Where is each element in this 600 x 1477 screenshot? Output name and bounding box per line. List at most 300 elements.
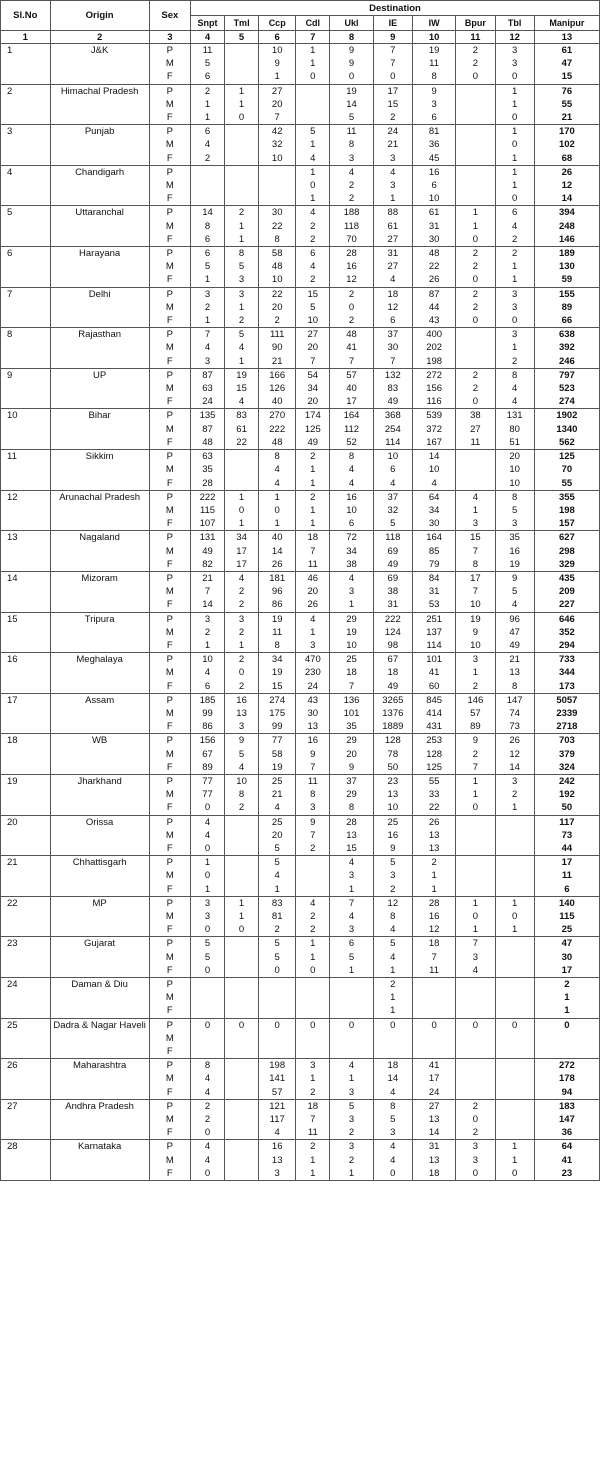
destination-value: 48 <box>412 247 455 261</box>
destination-value: 1 <box>259 517 296 531</box>
destination-value: 8 <box>225 247 259 261</box>
destination-value <box>456 98 495 111</box>
destination-value: 9 <box>495 571 534 585</box>
destination-value: 2 <box>456 287 495 301</box>
destination-value: 43 <box>412 314 455 328</box>
destination-value <box>225 57 259 70</box>
destination-value <box>225 1113 259 1126</box>
destination-value <box>296 98 330 111</box>
serial-number: 24 <box>1 978 51 1019</box>
destination-value: 77 <box>190 774 224 788</box>
destination-value: 121 <box>259 1099 296 1113</box>
sex-code: P <box>149 653 190 667</box>
manipur-total: 246 <box>534 355 599 369</box>
destination-value: 6 <box>412 111 455 125</box>
sex-code: M <box>149 98 190 111</box>
destination-value: 31 <box>412 1140 455 1154</box>
destination-value: 21 <box>259 788 296 801</box>
sex-code: M <box>149 991 190 1004</box>
manipur-total: 66 <box>534 314 599 328</box>
destination-value: 1 <box>296 1167 330 1181</box>
destination-value: 2 <box>330 1126 373 1140</box>
destination-value: 5 <box>225 748 259 761</box>
destination-value: 4 <box>373 1140 412 1154</box>
destination-value: 0 <box>495 70 534 84</box>
header-col-number: 6 <box>259 31 296 44</box>
destination-value: 1 <box>495 1140 534 1154</box>
destination-value: 28 <box>190 477 224 491</box>
destination-value: 175 <box>259 707 296 720</box>
destination-value: 372 <box>412 423 455 436</box>
table-row <box>1 856 600 870</box>
sex-code: M <box>149 57 190 70</box>
destination-value: 1 <box>495 923 534 937</box>
manipur-total: 15 <box>534 70 599 84</box>
manipur-total: 140 <box>534 896 599 910</box>
destination-value: 2 <box>296 490 330 504</box>
destination-value: 118 <box>330 220 373 233</box>
destination-value: 8 <box>330 801 373 815</box>
destination-value: 69 <box>373 545 412 558</box>
sex-code: M <box>149 951 190 964</box>
destination-value: 29 <box>330 788 373 801</box>
destination-value: 25 <box>259 774 296 788</box>
manipur-total: 41 <box>534 1154 599 1167</box>
destination-value: 10 <box>456 598 495 612</box>
destination-value <box>373 1045 412 1059</box>
destination-value: 2 <box>373 978 412 992</box>
sex-code: P <box>149 328 190 342</box>
manipur-total: 23 <box>534 1167 599 1181</box>
destination-value <box>456 111 495 125</box>
destination-value <box>412 978 455 992</box>
destination-value: 1 <box>495 896 534 910</box>
destination-value <box>456 1059 495 1073</box>
sex-code: F <box>149 1045 190 1059</box>
destination-value: 1 <box>456 206 495 220</box>
destination-value: 2 <box>456 247 495 261</box>
destination-value: 3 <box>456 517 495 531</box>
manipur-total: 146 <box>534 233 599 247</box>
destination-value: 4 <box>190 341 224 354</box>
destination-value <box>296 869 330 882</box>
destination-value: 51 <box>495 436 534 450</box>
destination-value: 1 <box>495 84 534 98</box>
destination-value: 1 <box>225 910 259 923</box>
destination-value: 1 <box>296 1154 330 1167</box>
origin-state: Delhi <box>50 287 149 328</box>
destination-value <box>330 1004 373 1018</box>
header-dest-ukl: Ukl <box>330 16 373 31</box>
serial-number: 26 <box>1 1059 51 1100</box>
destination-value: 164 <box>412 531 455 545</box>
manipur-total: 12 <box>534 179 599 192</box>
table-row <box>1 1099 600 1113</box>
destination-value: 1 <box>296 57 330 70</box>
destination-value: 4 <box>330 856 373 870</box>
destination-value: 4 <box>296 152 330 166</box>
destination-value: 11 <box>190 44 224 58</box>
sex-code: P <box>149 815 190 829</box>
destination-value: 37 <box>373 490 412 504</box>
destination-value: 18 <box>296 1099 330 1113</box>
destination-value: 4 <box>259 801 296 815</box>
destination-value: 7 <box>330 680 373 694</box>
sex-code: F <box>149 233 190 247</box>
destination-value: 3 <box>495 44 534 58</box>
header-col-number: 12 <box>495 31 534 44</box>
serial-number: 15 <box>1 612 51 653</box>
destination-value: 136 <box>330 693 373 707</box>
destination-value: 13 <box>412 1154 455 1167</box>
destination-value: 18 <box>412 937 455 951</box>
destination-value: 13 <box>225 707 259 720</box>
destination-value: 4 <box>373 273 412 287</box>
destination-value: 32 <box>373 504 412 517</box>
serial-number: 16 <box>1 653 51 694</box>
sex-code: F <box>149 720 190 734</box>
destination-value: 4 <box>259 869 296 882</box>
origin-state: Arunachal Pradesh <box>50 490 149 531</box>
destination-value: 3 <box>330 1113 373 1126</box>
destination-value: 2 <box>456 301 495 314</box>
destination-value: 67 <box>373 653 412 667</box>
destination-value: 26 <box>296 598 330 612</box>
table-row <box>1 165 600 179</box>
destination-value: 3 <box>330 152 373 166</box>
destination-value: 3 <box>330 585 373 598</box>
destination-value: 89 <box>190 761 224 775</box>
destination-value <box>495 1126 534 1140</box>
destination-value: 11 <box>412 57 455 70</box>
destination-value: 7 <box>296 761 330 775</box>
header-col-number: 10 <box>412 31 455 44</box>
destination-value: 21 <box>259 355 296 369</box>
destination-value: 2 <box>225 801 259 815</box>
destination-value: 81 <box>412 125 455 139</box>
destination-value <box>456 179 495 192</box>
destination-value <box>456 815 495 829</box>
destination-value: 83 <box>373 382 412 395</box>
destination-value: 4 <box>373 477 412 491</box>
destination-value: 31 <box>412 220 455 233</box>
destination-value: 13 <box>412 1113 455 1126</box>
manipur-total: 64 <box>534 1140 599 1154</box>
destination-value: 61 <box>373 220 412 233</box>
destination-value: 16 <box>412 910 455 923</box>
manipur-total: 68 <box>534 152 599 166</box>
destination-value: 9 <box>225 734 259 748</box>
destination-value: 9 <box>296 748 330 761</box>
sex-code: P <box>149 287 190 301</box>
destination-value: 8 <box>259 450 296 464</box>
destination-value: 6 <box>495 206 534 220</box>
destination-value <box>225 1004 259 1018</box>
destination-value: 89 <box>456 720 495 734</box>
destination-value: 48 <box>330 328 373 342</box>
destination-value: 4 <box>373 1154 412 1167</box>
destination-value <box>225 179 259 192</box>
destination-value: 4 <box>190 1140 224 1154</box>
destination-value: 5 <box>330 111 373 125</box>
destination-value: 8 <box>296 788 330 801</box>
destination-value: 12 <box>373 301 412 314</box>
destination-value: 72 <box>330 531 373 545</box>
table-row <box>1 531 600 545</box>
destination-value <box>456 1045 495 1059</box>
destination-value: 1 <box>373 991 412 1004</box>
destination-value: 85 <box>412 545 455 558</box>
manipur-total: 324 <box>534 761 599 775</box>
header-dest-ccp: Ccp <box>259 16 296 31</box>
destination-value: 1 <box>296 626 330 639</box>
header-col-number: 8 <box>330 31 373 44</box>
table-row <box>1 1059 600 1073</box>
destination-value: 12 <box>495 748 534 761</box>
destination-value: 0 <box>495 111 534 125</box>
destination-value: 1 <box>259 883 296 897</box>
destination-value: 125 <box>412 761 455 775</box>
destination-value: 6 <box>296 247 330 261</box>
destination-value: 8 <box>259 639 296 653</box>
destination-value: 16 <box>373 829 412 842</box>
destination-value: 1 <box>296 951 330 964</box>
sex-code: P <box>149 693 190 707</box>
destination-value <box>456 842 495 856</box>
destination-value: 0 <box>190 842 224 856</box>
destination-value <box>190 1045 224 1059</box>
destination-value: 2 <box>456 1126 495 1140</box>
manipur-total: 47 <box>534 937 599 951</box>
destination-value: 14 <box>373 1072 412 1085</box>
manipur-total: 344 <box>534 666 599 679</box>
destination-value: 40 <box>330 382 373 395</box>
manipur-total: 94 <box>534 1086 599 1100</box>
sex-code: F <box>149 923 190 937</box>
destination-value <box>495 829 534 842</box>
destination-value: 2 <box>456 57 495 70</box>
destination-value <box>225 951 259 964</box>
destination-value: 5 <box>259 856 296 870</box>
destination-value: 49 <box>296 436 330 450</box>
destination-value <box>225 1059 259 1073</box>
destination-value: 16 <box>412 165 455 179</box>
destination-value: 4 <box>330 463 373 476</box>
sex-code: M <box>149 829 190 842</box>
destination-value: 1 <box>190 98 224 111</box>
destination-value: 19 <box>330 84 373 98</box>
destination-value: 20 <box>296 341 330 354</box>
destination-value: 13 <box>330 829 373 842</box>
origin-state: Karnataka <box>50 1140 149 1181</box>
destination-value: 7 <box>296 355 330 369</box>
sex-code: F <box>149 801 190 815</box>
destination-value: 1 <box>456 788 495 801</box>
destination-value: 30 <box>259 206 296 220</box>
destination-value: 34 <box>259 653 296 667</box>
destination-value: 7 <box>456 937 495 951</box>
destination-value: 90 <box>259 341 296 354</box>
destination-value <box>225 1032 259 1045</box>
destination-value <box>190 1004 224 1018</box>
destination-value <box>456 328 495 342</box>
destination-value: 44 <box>412 301 455 314</box>
destination-value: 41 <box>412 666 455 679</box>
destination-value: 274 <box>259 693 296 707</box>
destination-value: 9 <box>412 84 455 98</box>
origin-state: Chhattisgarh <box>50 856 149 897</box>
header-col-number: 4 <box>190 31 224 44</box>
destination-value: 4 <box>495 395 534 409</box>
header-dest-ie: IE <box>373 16 412 31</box>
destination-value: 33 <box>412 788 455 801</box>
sex-code: F <box>149 355 190 369</box>
table-row <box>1 328 600 342</box>
manipur-total: 26 <box>534 165 599 179</box>
destination-value <box>225 138 259 151</box>
destination-value: 16 <box>495 545 534 558</box>
destination-value: 2 <box>296 273 330 287</box>
destination-value: 4 <box>259 1126 296 1140</box>
sex-code: F <box>149 1086 190 1100</box>
destination-value: 185 <box>190 693 224 707</box>
destination-value: 8 <box>225 788 259 801</box>
manipur-total: 227 <box>534 598 599 612</box>
destination-value <box>190 165 224 179</box>
destination-value: 1 <box>296 504 330 517</box>
destination-value: 24 <box>190 395 224 409</box>
header-col-number: 1 <box>1 31 51 44</box>
destination-value: 2 <box>190 626 224 639</box>
destination-value <box>225 1154 259 1167</box>
sex-code: M <box>149 1113 190 1126</box>
destination-value: 7 <box>330 896 373 910</box>
sex-code: M <box>149 382 190 395</box>
destination-value: 2 <box>412 856 455 870</box>
destination-value: 8 <box>330 138 373 151</box>
destination-value <box>412 1032 455 1045</box>
destination-value: 5 <box>296 301 330 314</box>
table-row <box>1 125 600 139</box>
sex-code: P <box>149 978 190 992</box>
sex-code: M <box>149 545 190 558</box>
manipur-total: 638 <box>534 328 599 342</box>
destination-value: 3 <box>225 612 259 626</box>
destination-value <box>225 883 259 897</box>
destination-value: 78 <box>373 748 412 761</box>
destination-value: 36 <box>412 138 455 151</box>
destination-value: 1 <box>495 260 534 273</box>
destination-value: 112 <box>330 423 373 436</box>
destination-value <box>495 883 534 897</box>
table-row <box>1 84 600 98</box>
destination-value: 99 <box>259 720 296 734</box>
destination-value: 3 <box>330 869 373 882</box>
destination-value <box>330 1045 373 1059</box>
origin-state: Daman & Diu <box>50 978 149 1019</box>
destination-value <box>225 152 259 166</box>
destination-value: 7 <box>296 829 330 842</box>
destination-value: 251 <box>412 612 455 626</box>
origin-state: UP <box>50 368 149 409</box>
destination-value: 132 <box>373 368 412 382</box>
sex-code: F <box>149 680 190 694</box>
header-dest-cdl: Cdl <box>296 16 330 31</box>
destination-value: 79 <box>412 558 455 572</box>
serial-number: 5 <box>1 206 51 247</box>
destination-value <box>373 1032 412 1045</box>
destination-value: 0 <box>456 1113 495 1126</box>
manipur-total: 627 <box>534 531 599 545</box>
destination-value: 24 <box>412 1086 455 1100</box>
destination-value: 2 <box>190 1099 224 1113</box>
destination-value: 49 <box>190 545 224 558</box>
destination-value <box>225 192 259 206</box>
destination-value: 30 <box>412 233 455 247</box>
destination-value: 9 <box>330 57 373 70</box>
serial-number: 1 <box>1 44 51 85</box>
destination-value: 5 <box>259 842 296 856</box>
manipur-total: 192 <box>534 788 599 801</box>
destination-value: 6 <box>190 125 224 139</box>
destination-value: 10 <box>259 44 296 58</box>
serial-number: 17 <box>1 693 51 734</box>
destination-value <box>296 883 330 897</box>
manipur-total: 355 <box>534 490 599 504</box>
manipur-total: 17 <box>534 856 599 870</box>
manipur-total: 73 <box>534 829 599 842</box>
destination-value: 10 <box>495 463 534 476</box>
destination-value: 4 <box>225 341 259 354</box>
destination-value: 131 <box>495 409 534 423</box>
manipur-total: 1 <box>534 1004 599 1018</box>
destination-value: 253 <box>412 734 455 748</box>
destination-value: 5 <box>190 57 224 70</box>
destination-value: 82 <box>190 558 224 572</box>
destination-value: 368 <box>373 409 412 423</box>
manipur-total: 25 <box>534 923 599 937</box>
destination-value: 4 <box>225 395 259 409</box>
destination-value: 2 <box>456 382 495 395</box>
sex-code: M <box>149 666 190 679</box>
destination-value <box>225 1099 259 1113</box>
table-row <box>1 815 600 829</box>
destination-value: 1 <box>456 896 495 910</box>
destination-value: 29 <box>330 612 373 626</box>
header-dest-tbl: Tbl <box>495 16 534 31</box>
destination-value <box>225 1072 259 1085</box>
destination-value: 4 <box>373 923 412 937</box>
sex-code: M <box>149 585 190 598</box>
destination-value: 11 <box>456 436 495 450</box>
destination-value: 49 <box>495 639 534 653</box>
destination-value: 11 <box>259 626 296 639</box>
destination-value: 1 <box>225 84 259 98</box>
origin-state: Punjab <box>50 125 149 166</box>
destination-value: 7 <box>296 545 330 558</box>
destination-value: 19 <box>456 612 495 626</box>
destination-value: 0 <box>190 869 224 882</box>
destination-value: 21 <box>190 571 224 585</box>
serial-number: 2 <box>1 84 51 125</box>
destination-value: 8 <box>495 680 534 694</box>
destination-value <box>495 1032 534 1045</box>
destination-value: 28 <box>330 247 373 261</box>
destination-value: 128 <box>412 748 455 761</box>
manipur-total: 157 <box>534 517 599 531</box>
destination-value: 0 <box>456 910 495 923</box>
destination-value: 69 <box>373 571 412 585</box>
